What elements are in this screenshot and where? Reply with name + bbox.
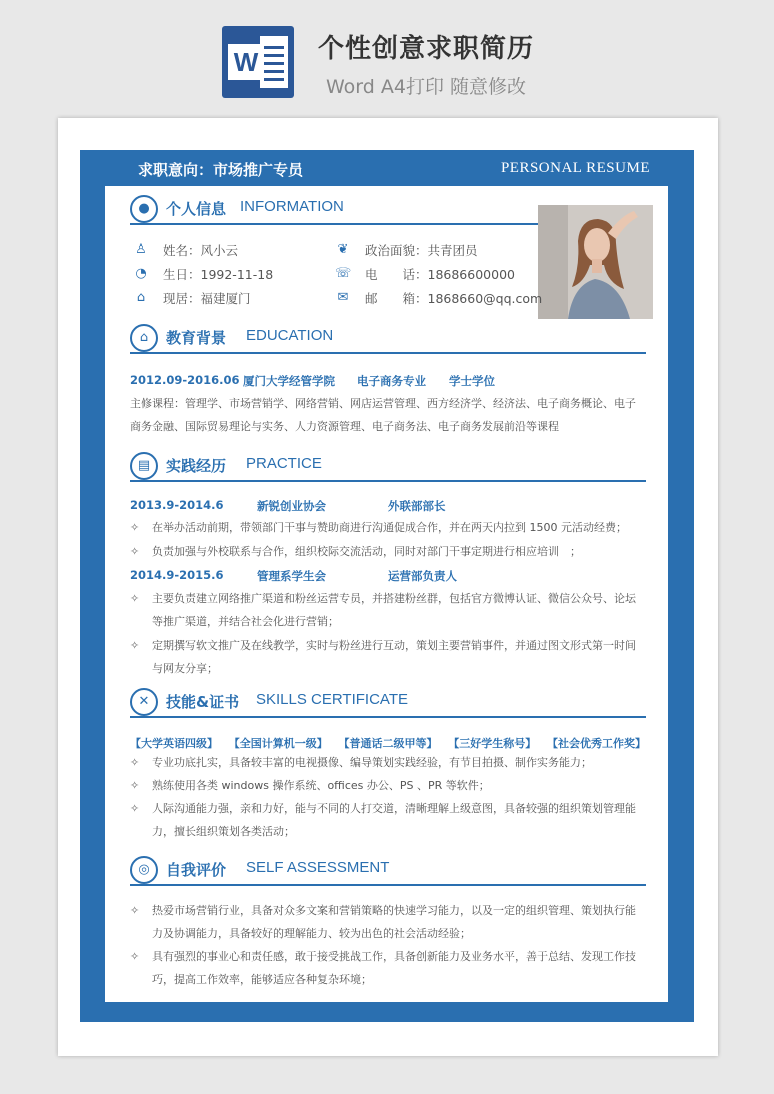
edu-courses: 主修课程：管理学、市场营销学、网络营销、网店运营管理、西方经济学、经济法、电子商务概论、电子商务金融、国际贸易理论与实务、人力资源管理、电子商务法、电子商务发展前沿等课程 bbox=[130, 397, 636, 433]
cert-item: 【全国计算机一级】 bbox=[228, 737, 328, 750]
section-info-header bbox=[130, 195, 538, 225]
section-info-title-en: INFORMATION bbox=[240, 198, 344, 215]
exp2-org: 管理系学生会 bbox=[257, 569, 326, 583]
graduation-cap-icon: ⌂ bbox=[130, 324, 158, 352]
exp2-bullet-2: ✧ 定期撰写软文推广及在线教学，实时与粉丝进行互动，策划主要营销事件，并通过图文形式第一时间与网友分享； bbox=[130, 639, 636, 675]
tools-icon: ✕ bbox=[130, 688, 158, 716]
certificate-list bbox=[130, 735, 646, 751]
home-icon: ⌂ bbox=[136, 290, 146, 305]
exp1-date: 2013.9-2014.6 bbox=[130, 498, 224, 512]
skill-bullet-1: ✧ 专业功底扎实，具备较丰富的电视摄像、编导策划实践经验，有节目拍摄、制作实务能力； bbox=[130, 756, 592, 769]
edu-major: 电子商务专业 bbox=[357, 374, 426, 388]
info-birth: ◔ 生日：1992-11-18 bbox=[133, 265, 273, 283]
skill-bullet-2: ✧ 熟练使用各类 windows 操作系统、offices 办公、PS 、PR 等软件； bbox=[130, 779, 490, 792]
badge-icon: ◎ bbox=[130, 856, 158, 884]
section-self-header bbox=[130, 856, 646, 886]
word-icon-letter: W bbox=[228, 44, 264, 80]
info-address: ⌂ 现居：福建厦门 bbox=[133, 289, 251, 307]
exp2-bullet-1: ✧ 主要负责建立网络推广渠道和粉丝运营专员，并搭建粉丝群，包括官方微博认证、微信公众号、论坛等推广渠道，并结合社会化进行营销； bbox=[130, 592, 636, 628]
section-practice-header bbox=[130, 452, 646, 482]
section-self-title: 自我评价 bbox=[166, 861, 227, 879]
info-politics: ❦ 政治面貌：共青团员 bbox=[335, 241, 478, 259]
personal-resume-banner: PERSONAL RESUME bbox=[500, 160, 650, 176]
exp2-date: 2014.9-2015.6 bbox=[130, 568, 224, 582]
self-bullet-1: ✧ 热爱市场营销行业，具备对众多文案和营销策略的快速学习能力，以及一定的组织管理、策划执行能力及协调能力，具备较好的理解能力、较为出色的社会活动经验； bbox=[130, 904, 636, 940]
user-icon: ● bbox=[130, 195, 158, 223]
section-self-title-en: SELF ASSESSMENT bbox=[246, 859, 390, 876]
cert-item: 【普通话二级甲等】 bbox=[338, 737, 438, 750]
cert-item: 【三好学生称号】 bbox=[448, 737, 537, 750]
phone-icon: ☏ bbox=[335, 266, 352, 281]
job-intent: 求职意向：市场推广专员 bbox=[138, 161, 304, 179]
person-icon: ♙ bbox=[135, 242, 147, 257]
self-bullet-2: ✧ 具有强烈的事业心和责任感，敢于接受挑战工作，具备创新能力及业务水平，善于总结、发现工作技巧，提高工作效率，能够适应各种复杂环境； bbox=[130, 950, 636, 986]
section-education-title: 教育背景 bbox=[166, 329, 227, 347]
skill-bullet-3: ✧ 人际沟通能力强，亲和力好，能与不同的人打交道，清晰理解上级意图，具备较强的组织策划管理能力，擅长组织策划各类活动； bbox=[130, 802, 636, 838]
section-skills-title-en: SKILLS CERTIFICATE bbox=[256, 691, 408, 708]
page-title: 个性创意求职简历 bbox=[318, 34, 535, 64]
info-phone: ☏ 电 话：18686600000 bbox=[335, 266, 515, 282]
section-practice-title-en: PRACTICE bbox=[246, 455, 322, 472]
cert-item: 【大学英语四级】 bbox=[130, 737, 218, 750]
page-header bbox=[0, 0, 774, 118]
edu-date: 2012.09-2016.06 bbox=[130, 373, 240, 387]
cert-item: 【社会优秀工作奖】 bbox=[547, 737, 646, 750]
edu-school: 厦门大学经管学院 bbox=[243, 374, 335, 388]
section-skills-title: 技能&证书 bbox=[166, 693, 240, 711]
info-name: ♙ 姓名：风小云 bbox=[133, 241, 238, 259]
section-education-header bbox=[130, 324, 646, 354]
profile-photo bbox=[538, 205, 653, 319]
clipboard-icon: ▤ bbox=[130, 452, 158, 480]
exp1-bullet-1: ✧ 在举办活动前期，带领部门干事与赞助商进行沟通促成合作，并在两天内拉到 1500 元活动经费； bbox=[130, 521, 627, 534]
word-icon bbox=[222, 26, 294, 98]
section-practice-title: 实践经历 bbox=[166, 457, 227, 475]
section-education-title-en: EDUCATION bbox=[246, 327, 334, 344]
clock-icon: ◔ bbox=[135, 266, 147, 281]
mail-icon: ✉ bbox=[337, 290, 349, 305]
section-skills-header bbox=[130, 688, 646, 718]
edu-degree: 学士学位 bbox=[449, 374, 495, 388]
exp2-role: 运营部负责人 bbox=[388, 569, 457, 583]
page-subtitle: Word A4打印 随意修改 bbox=[326, 76, 527, 98]
section-info-title: 个人信息 bbox=[166, 200, 227, 218]
exp1-bullet-2: ✧ 负责加强与外校联系与合作，组织校际交流活动，同时对部门干事定期进行相应培训 ； bbox=[130, 545, 581, 558]
exp1-role: 外联部部长 bbox=[388, 499, 446, 513]
exp1-org: 新锐创业协会 bbox=[257, 499, 326, 513]
leaf-icon: ❦ bbox=[337, 242, 349, 257]
info-email: ✉ 邮 箱：1868660@qq.com bbox=[335, 289, 542, 307]
